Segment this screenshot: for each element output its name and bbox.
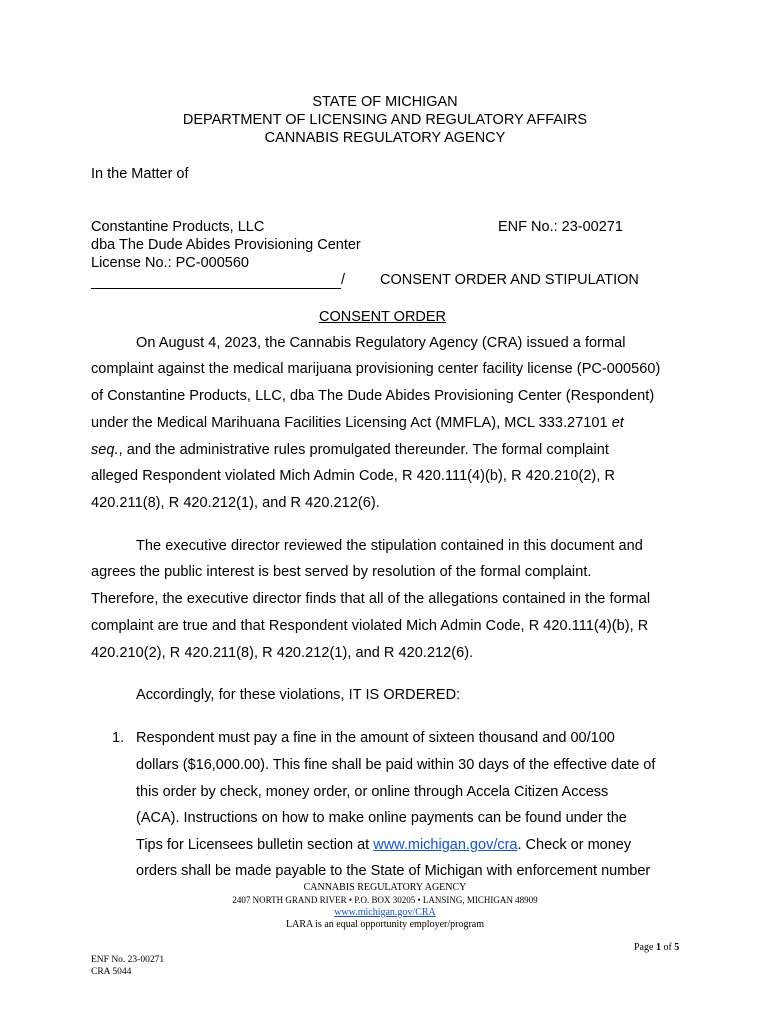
footer-url — [0, 907, 770, 918]
header-agency: CANNABIS REGULATORY AGENCY — [264, 130, 506, 146]
page-word: Page — [634, 942, 654, 953]
item1-line: dollars ($16,000.00). This fine shall be paid within 30 days of the effective date of — [136, 757, 656, 773]
caption-title: CONSENT ORDER AND STIPULATION — [380, 272, 639, 288]
enf-number: ENF No.: 23-00271 — [498, 219, 623, 235]
footer-agency: CANNABIS REGULATORY AGENCY — [303, 882, 467, 893]
footer-eeo: LARA is an equal opportunity employer/program — [285, 919, 485, 930]
para1-line: of Constantine Products, LLC, dba The Dude Abides Provisioning Center (Respondent) — [91, 388, 655, 404]
caption-slash: / — [341, 272, 346, 288]
page-of: of — [663, 942, 672, 953]
footer-address: 2407 NORTH GRAND RIVER • P.O. BOX 30205 • LANSING, MICHIGAN 48909 — [232, 895, 538, 905]
para1-text: under the Medical Marihuana Facilities Licensing Act (MMFLA), MCL 333.27101 — [91, 415, 612, 431]
footer-enf: ENF No. 23-00271 — [91, 955, 165, 965]
para1-line: complaint against the medical marijuana provisioning center facility license (PC-000560) — [91, 361, 661, 377]
para1-line — [91, 415, 624, 431]
header-state: STATE OF MICHIGAN — [312, 94, 458, 110]
et-italic: et — [611, 415, 624, 431]
para2-line: agrees the public interest is best served by resolution of the formal complaint. — [91, 564, 592, 580]
caption-divider — [91, 288, 341, 289]
footer-link[interactable]: www.michigan.gov/CRA — [334, 907, 436, 918]
ordered-intro: Accordingly, for these violations, IT IS ORDERED: — [136, 687, 461, 703]
item1-line: this order by check, money order, or online through Accela Citizen Access — [136, 784, 609, 800]
item1-line — [136, 837, 631, 853]
page-number: 1 — [655, 942, 661, 953]
license-number: License No.: PC-000560 — [91, 255, 249, 271]
order-title: CONSENT ORDER — [319, 309, 447, 325]
para1-line: On August 4, 2023, the Cannabis Regulatory Agency (CRA) issued a formal — [136, 335, 626, 351]
respondent-dba: dba The Dude Abides Provisioning Center — [91, 237, 361, 253]
footer-form: CRA 5044 — [91, 967, 132, 977]
seq-italic: seq. — [91, 442, 119, 458]
page-total: 5 — [674, 942, 680, 953]
matter-intro: In the Matter of — [91, 166, 189, 182]
item1-line: Respondent must pay a fine in the amount of sixteen thousand and 00/100 — [136, 730, 615, 746]
para2-line: The executive director reviewed the stipulation contained in this document and — [136, 538, 643, 554]
item1-text: Tips for Licensees bulletin section at — [136, 837, 374, 853]
respondent-name: Constantine Products, LLC — [91, 219, 265, 235]
para2-line: complaint are true and that Respondent violated Mich Admin Code, R 420.111(4)(b), R — [91, 618, 649, 634]
page-indicator — [634, 942, 679, 953]
para1-line: alleged Respondent violated Mich Admin Code, R 420.111(4)(b), R 420.210(2), R — [91, 468, 615, 484]
para1-text: , and the administrative rules promulgated thereunder. The formal complaint — [118, 442, 609, 458]
item1-line: (ACA). Instructions on how to make online payments can be found under the — [136, 810, 627, 826]
para1-line: 420.211(8), R 420.212(1), and R 420.212(6). — [91, 495, 380, 511]
header-department: DEPARTMENT OF LICENSING AND REGULATORY AFFAIRS — [182, 112, 588, 128]
para2-line: 420.210(2), R 420.211(8), R 420.212(1), and R 420.212(6). — [91, 645, 474, 661]
item1-line: orders shall be made payable to the State of Michigan with enforcement number — [136, 863, 651, 879]
cra-website-link[interactable]: www.michigan.gov/cra — [373, 837, 518, 853]
item1-text: . Check or money — [517, 837, 632, 853]
item1-number: 1. — [112, 730, 125, 746]
para2-line: Therefore, the executive director finds that all of the allegations contained in the formal — [91, 591, 651, 607]
para1-line — [91, 442, 609, 458]
